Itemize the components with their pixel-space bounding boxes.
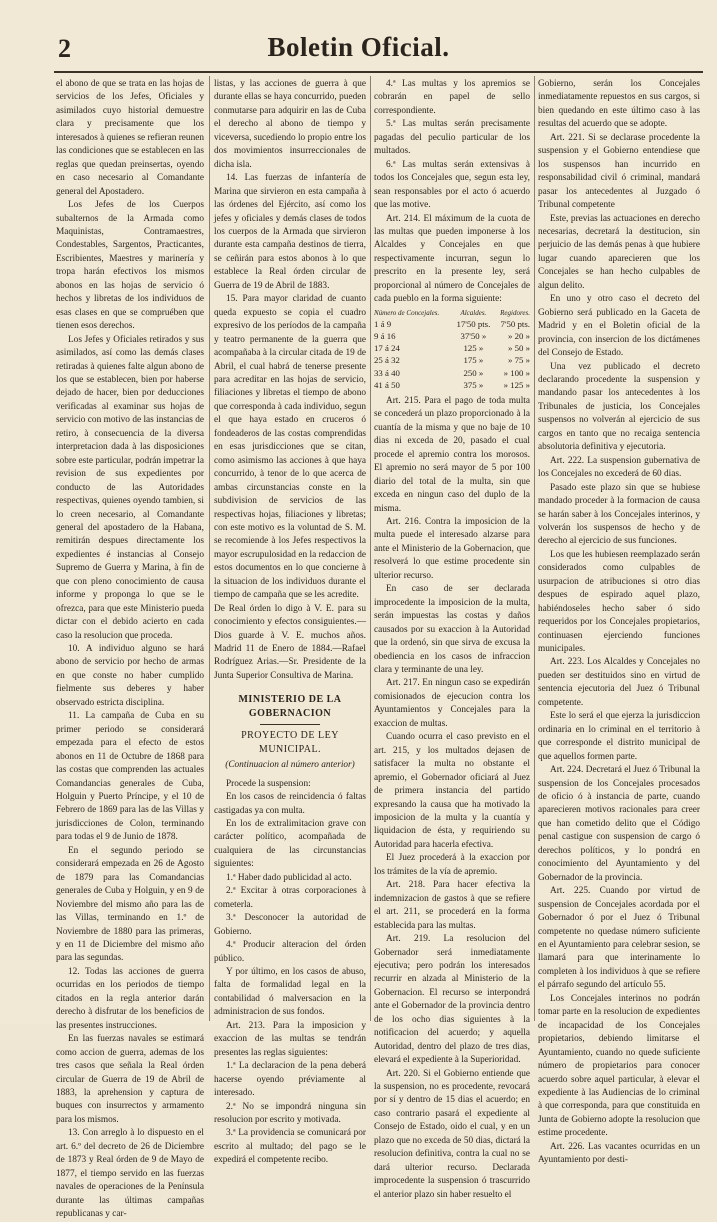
table-cell-value: 125 [510,379,524,390]
table-header-cell: Regidores. [500,308,530,317]
paragraph: En los de extralimitacion grave con carácter político, acompañada de cualquiera de las circunstancias siguientes: [214,819,366,870]
table-cell-value: 375 [463,379,477,390]
ditto-mark: » [525,379,530,390]
column-3 [374,78,530,1200]
column-2 [214,78,366,1166]
table-cell-value: 20 [514,330,524,341]
paragraph: 15. Para mayor claridad de cuanto queda expuesto se copia el cuadro expresivo de los períodos de la campaña y teatro permanente de la guerra que acompañaba à la circular citada de 19 de Abril, el cual habrá de tenerse presente para acreditar en las hojas de servicio, filiaciones y libretas el tiempo de abono que corresponda à cada individuo, segun el que haya estado en cruceros ó fondeaderos de las costas comprendidas en esas jurisdicciones que se citan, como asimismo las acciones à que haya concurrido, à tenor de lo que acerca de ambas circunstancias conste en la subdivision de servicios de las respectivas hojas, filiaciones y libretas; con este motivo es la voluntad de S. M. se recomiende à los Jefes respectivos la mayor escrupulosidad en la redaccion de estos documentos en lo que concierne à la situacion de los individuos durante el tiempo de campaña que se les acredite. [214,294,366,601]
ditto-mark: » [478,367,484,378]
table-cell-value: 37'50 [460,330,480,341]
column-4 [538,78,700,1166]
paragraph: Art. 222. La suspension gubernativa de los Concejales no excederá de 60 dias. [538,455,700,480]
paragraph: Los Concejales interinos no podrán tomar parte en la resolucion de expedientes de incapacidad de los Concejales propietarios, debiendo limitarse el Ayuntamiento, cuando no quede suficiente número de propietarios para conocer acuerdo sobre aquel particular, à elevar el expediente à las Audiencias de lo criminal à que corresponda, para que constituida en Junta de Gobierno adopte la resolucion que estime procedente. [538,993,700,1139]
paragraph: Los que les hubiesen reemplazado serán considerados como culpables de usurpacion de atribuciones si otro dias despues de espirado aquel plazo, habiéndoseles hecho saber ó sido requeridos por los Concejales propietarios, continuasen ejerciendo funciones municipales. [538,549,700,655]
paragraph: Cuando ocurra el caso previsto en el art. 215, y los multados dejasen de satisfacer la multa no obstante el apremio, el Gobernador oficiará al Juez de primera instancia del partido expresando la causa que ha motivado la imposicion de la multa y la cuantía y liquidacion de ésta, y requiriendo su Autoridad para hacerla efectiva. [374,732,530,850]
page-header [0,0,717,70]
paragraph: Art. 220. Si el Gobierno entiende que la suspension, no es procedente, revocará por sí y dentro de 15 dias el acuerdo; en caso contrario pasará el expediente al Consejo de Estado, oido el cual, y en un plazo que no exceda de 50 dias, dictará la resolucion definitiva, contra la cual no se dará ulterior recurso. Declarada improcedente la suspension ó trascurrido el anterior plazo sin haber resuelto el [374,1068,530,1200]
paragraph: 1.ª La declaracion de la pena deberá hacerse oyendo préviamente al interesado. [214,1061,366,1099]
paragraph: Pasado este plazo sin que se hubiese mandado proceder à la formacion de causa se harán saber à los Concejales interinos, y volverán los suspensos de hecho y de derecho al ejercicio de sus funciones. [538,482,700,547]
paragraph: En las fuerzas navales se estimará como accion de guerra, ademas de los tres casos que señala la Real órden circular de Guerra de 19 de Abril de 1883, la aprehension y captura de buques con insurrectos y armamento para los mismos. [56,1034,204,1125]
paragraph: 3.ª Desconocer la autoridad de Gobierno. [214,913,366,937]
paragraph: Art. 225. Cuando por virtud de suspension de Concejales acordada por el Gobernador ó por el Juez ó Tribunal competente no quedase número suficiente en el Ayuntamiento para celebrar sesion, se llamará para que interinamente lo completen à los individuos à que se refiere el párrafo segundo del artículo 55. [538,886,700,991]
paragraph: 14. Las fuerzas de infantería de Marina que sirvieron en esta campaña à las órdenes del Ejército, así como los jefes y oficiales y demás clases de todos los cuerpos de la Armada que sirvieron durante esta campaña destinos de tierra, se ceñirán para estos abonos à lo que establece la Real órden circular de Guerra de 19 de Abril de 1883. [214,173,366,291]
table-cell: 25 á 32 [374,355,400,366]
table-cell-value: 75 [514,355,524,366]
table-cell [494,379,530,391]
fines-table [374,309,530,391]
paragraph: 12. Todas las acciones de guerra ocurridas en los periodos de tiempo citados en la regla anterior darán derecho à disfrutar de los beneficios de las presentes instrucciones. [56,966,204,1031]
ditto-mark: » [478,379,484,390]
ditto-mark: » [507,330,513,341]
paragraph: 4.ª Las multas y los apremios se cobrarán en papel de sello correspondiente. [374,79,530,116]
table-row [374,318,530,330]
signature-paragraph: De Real órden lo digo à V. E. para su conocimiento y efectos consiguientes.—Dios guarde à V. E. muchos años. Madrid 11 de Enero de 1884.—Rafael Rodríguez Arias.—Sr. Presidente de la Junta Superior Consultiva de Marina. [214,603,366,681]
table-cell-value: 50 [514,343,524,354]
page-title: Boletin Oficial. [267,32,450,62]
table-cell: 1 á 9 [374,318,392,329]
table-header-cell: Número de Concejales. [374,308,440,317]
ditto-mark: » [507,355,513,366]
table-cell-value: 125 [463,343,477,354]
paragraph: Gobierno, serán los Concejales inmediatamente repuestos en sus cargos, si bien quedando en este último caso à las resultas del acuerdo que se adopte. [538,79,700,130]
ditto-mark: » [507,343,513,354]
paragraph: Art. 214. El máximum de la cuota de las multas que pueden imponerse à los Alcaldes y Concejales en que respectivamente incurran, segun lo prescrito en la presente ley, será proporcional al número de Concejales de cada pueblo en la forma siguiente: [374,213,530,305]
paragraph: Art. 226. Las vacantes ocurridas en un Ayuntamiento por desti- [538,1141,700,1166]
column-1 [56,78,204,1220]
table-row [374,330,530,342]
paragraph: 1.ª Haber dado publicidad al acto. [226,872,352,883]
paragraph: En caso de ser declarada improcedente la imposicion de la multa, serán impuestas las costas y daños causados por su exaccion à la Autoridad que la ordenó, sin que sirva de excusa la obediencia en los casos de infraccion clara y terminante de una ley. [374,584,530,675]
table-row [374,367,530,379]
column-divider [209,76,210,1021]
ditto-mark: » [503,367,508,378]
ditto-mark: » [525,343,530,354]
paragraph: 2.ª No se impondrá ninguna sin resolucion por escrito y motivada. [214,1101,366,1125]
paragraph: Y por último, en los casos de abuso, falta de formalidad legal en la contabilidad ó malversacion en la administracion de sus fondos. [214,967,366,1018]
ditto-mark: » [525,367,530,378]
table-row [374,342,530,354]
paragraph: Art. 217. En ningun caso se expedirán comisionados de ejecucion contra los Ayuntamientos y Concejales para la exaccion de multas. [374,678,530,729]
header-rule [54,71,703,73]
paragraph: Los Jefes y Oficiales retirados y sus asimilados, así como las demás clases retiradas à quienes falte algun abono de los que se establecen, bien por haberse dejado de hacer, bien por deducciones verificadas al examinar sus hojas de servicio con motivo de las instancias de retiro, à consecuencia de la diversa interpretacion dada à las disposiciones sobre este particular, podrán impetrar la revision de sus expedientes por conducto de las Autoridades respectivas, quienes oyendo tambien, si lo creen necesario, al Comandante general del apostadero de la Habana, remitirán despues directamente los expedientes é instancias al Consejo Supremo de Guerra y Marina, à fin de que con pleno conocimiento de causa informe y proponga lo que se le ofrezca, para que este Ministerio pueda dictar con el debido acierto en cada caso la resolucion que proceda. [56,334,204,641]
paragraph: Art. 218. Para hacer efectiva la indemnizacion de gastos à que se refiere el art. 211, se procederá en la forma establecida para las multas. [374,880,530,931]
paragraph: 13. Con arreglo à lo dispuesto en el art. 6.º del decreto de 26 de Diciembre de 1873 y Real órden de 9 de Mayo de 1877, el tiempo servido en las fuerzas navales de operaciones de la Península durante las últimas campañas republicanas y car- [56,1128,204,1220]
section-rule [260,724,320,725]
paragraph: Art. 215. Para el pago de toda multa se concederá un plazo proporcionado à la cuantía de la misma y que no baje de 10 dias ni exceda de 20, pasado el cual procede el apremio contra los morosos. El apremio no será mayor de 5 por 100 diario del total de la multa, sin que exceda en ningun caso del duplo de la misma. [374,395,530,514]
paragraph: Los Jefes de los Cuerpos subalternos de la Armada como Maquinistas, Contramaestres, Condestables, Sargentos, Practicantes, Escribientes, Maestres y marinería y tropa harán efectivos los mismos abonos en las hojas de servicio ó hechos y libretas de los individuos de esas clases en que se compruében que tienen esos derechos. [56,200,204,332]
table-row [374,354,530,366]
paragraph: Este, previas las actuaciones en derecho necesarias, decretará la destitucion, sin perjuicio de las demás penas à que hubiere lugar cuando aparecieren que los Concejales se han hecho culpables de algun delito. [538,213,700,291]
paragraph: listas, y las acciones de guerra à que durante ellas se haya concurrido, pueden conmutarse para adquirir en las de Cuba el derecho al abono de tiempo y viceversa, sucediendo lo propio entre los dos movimientos insurreccionales de dicha isla. [214,79,366,170]
paragraph: 10. A individuo alguno se hará abono de servicio por hecho de armas en que conste no haber cumplido fielmente sus deberes y haber observado estricta disciplina. [56,644,204,708]
ditto-mark: » [478,343,484,354]
column-divider [534,76,535,1021]
table-cell [453,354,494,366]
paragraph: Procede la suspension: [226,778,311,789]
paragraph: 11. La campaña de Cuba en su primer periodo se considerará empezada para el efecto de estos abonos en 11 de Octubre de 1868 para las costas que comprenden las actuales Comandancias generales de Cuba, Holguin y Puerto Príncipe, y el 10 de Febrero de 1869 para las de las Villas y jurisdicciones de Colon, terminando para todas el 9 de Junio de 1878. [56,711,204,843]
table-cell: 33 á 40 [374,367,400,378]
paragraph: Art. 224. Decretará el Juez ó Tribunal la suspension de los Concejales procesados de oficio ó à instancia de parte, cuando aparecieren motivos racionales para creer que han cometido delito que el Código penal castigue con suspension de cargo ó derechos políticos, y lo pondrá en conocimiento del Ayuntamiento y del Gobernador de la provincia. [538,765,700,883]
table-cell [453,367,494,379]
paragraph: Art. 216. Contra la imposicion de la multa puede el interesado alzarse para ante el Ministerio de la Gobernacion, que resolverá lo que estime procedente sin ulterior recurso. [374,517,530,581]
table-cell [453,379,494,391]
paragraph: El Juez procederá à la exaccion por los trámites de la vía de apremio. [374,853,530,877]
table-cell [453,342,494,354]
paragraph: 2.ª Excitar à otras corporaciones à cometerla. [214,886,366,910]
paragraph: Este lo será el que ejerza la jurisdiccion ordinaria en lo criminal en el territorio à que corresponde el distrito municipal de que aquellos formen parte. [538,711,700,762]
table-cell: 41 á 50 [374,379,400,390]
table-cell: 17'50 pts. [456,318,491,329]
paragraph: el abono de que se trata en las hojas de servicios de los Jefes, Oficiales y asimilados cuyo historial demuestre clara y precisamente que los interesados à quienes se refieran reunen las condiciones que se establecen en las reglas que quedan preinsertas, oyendo en caso necesario al Comandante general del Apostadero. [56,79,204,197]
table-cell [494,330,530,342]
table-cell: 7'50 pts. [500,318,530,329]
column-divider [370,76,371,1021]
paragraph: Art. 221. Si se declarase procedente la suspension y el Gobierno entendiese que los suspensos han incurrido en responsabilidad civil ó criminal, mandará pasar los antecedentes al Juzgado ó Tribunal competente [538,132,700,211]
ditto-mark: » [525,330,530,341]
table-cell [494,342,530,354]
table-header-cell: Alcaldes. [460,308,487,317]
paragraph: Art. 223. Los Alcaldes y Concejales no pueden ser destituidos sino en virtud de sentencia ejecutoria del Juez ó Tribunal competente. [538,657,700,708]
table-cell: 9 á 16 [374,330,396,341]
table-cell [453,330,494,342]
table-cell-value: 100 [510,367,524,378]
paragraph: En los casos de reincidencia ó faltas castigadas ya con multa. [214,792,366,816]
paragraph: Art. 213. Para la imposicion y exaccion de las multas se tendrán presentes las reglas siguientes: [214,1020,366,1058]
ditto-mark: » [478,355,484,366]
table-row [374,379,530,391]
table-cell-value: 250 [463,367,477,378]
table-cell-value: 175 [463,355,477,366]
table-cell [494,354,530,366]
paragraph: En uno y otro caso el decreto del Gobierno será publicado en la Gaceta de Madrid y en el Boletin oficial de la provincia, con insercion de los dictámenes del Consejo de Estado. [538,294,700,359]
paragraph: 3.ª La providencia se comunicará por escrito al multado; del pago se le expedirá el competente recibo. [214,1128,366,1166]
table-cell [494,367,530,379]
paragraph: 5.ª Las multas serán precisamente pagadas del peculio particular de los multados. [374,119,530,157]
continuation-note: (Continuacion al número anterior) [225,760,355,771]
table-header-row [374,309,530,318]
ditto-mark: » [481,330,487,341]
ditto-mark: » [525,355,530,366]
paragraph: 4.ª Producir alteracion del órden público. [214,940,366,964]
section-subtitle: PROYECTO DE LEY MUNICIPAL. [241,730,339,755]
paragraph: En el segundo periodo se considerará empezada en 26 de Agosto de 1879 para las Comandancias generales de Cuba y Holguin, y en 9 de Noviembre del mismo año para las de las Villas, terminando en 1.º de Noviembre de 1880 para las primeras, y en 11 de Diciembre del mismo año para las segundas. [56,845,204,964]
table-cell: 17 á 24 [374,343,400,354]
paragraph: Art. 219. La resolucion del Gobernador será inmediatamente ejecutiva; pero podrán los interesados recurrir en alzada al Ministerio de la Gobernacion. El recurso se interpondrá ante el Gobernador de la provincia dentro de los ocho dias siguientes à la notificacion del acuerdo; y aquella Autoridad, dentro del plazo de tres dias, elevará el expediente à la Superioridad. [374,934,530,1066]
paragraph: Una vez publicado el decreto declarando procedente la suspension y mandando pasar los antecedentes à los Tribunales de justicia, los Concejales suspensos no volverán al ejercicio de sus cargos en tanto que no recaiga sentencia absolutoria definitiva y ejecutoria. [538,361,700,453]
page-number: 2 [58,34,71,63]
section-title: MINISTERIO DE LA GOBERNACION [238,694,342,719]
paragraph: 6.ª Las multas serán extensivas à todos los Concejales que, segun esta ley, sean responsables por el acto ó acuerdo que las motive. [374,159,530,211]
ditto-mark: » [503,379,508,390]
